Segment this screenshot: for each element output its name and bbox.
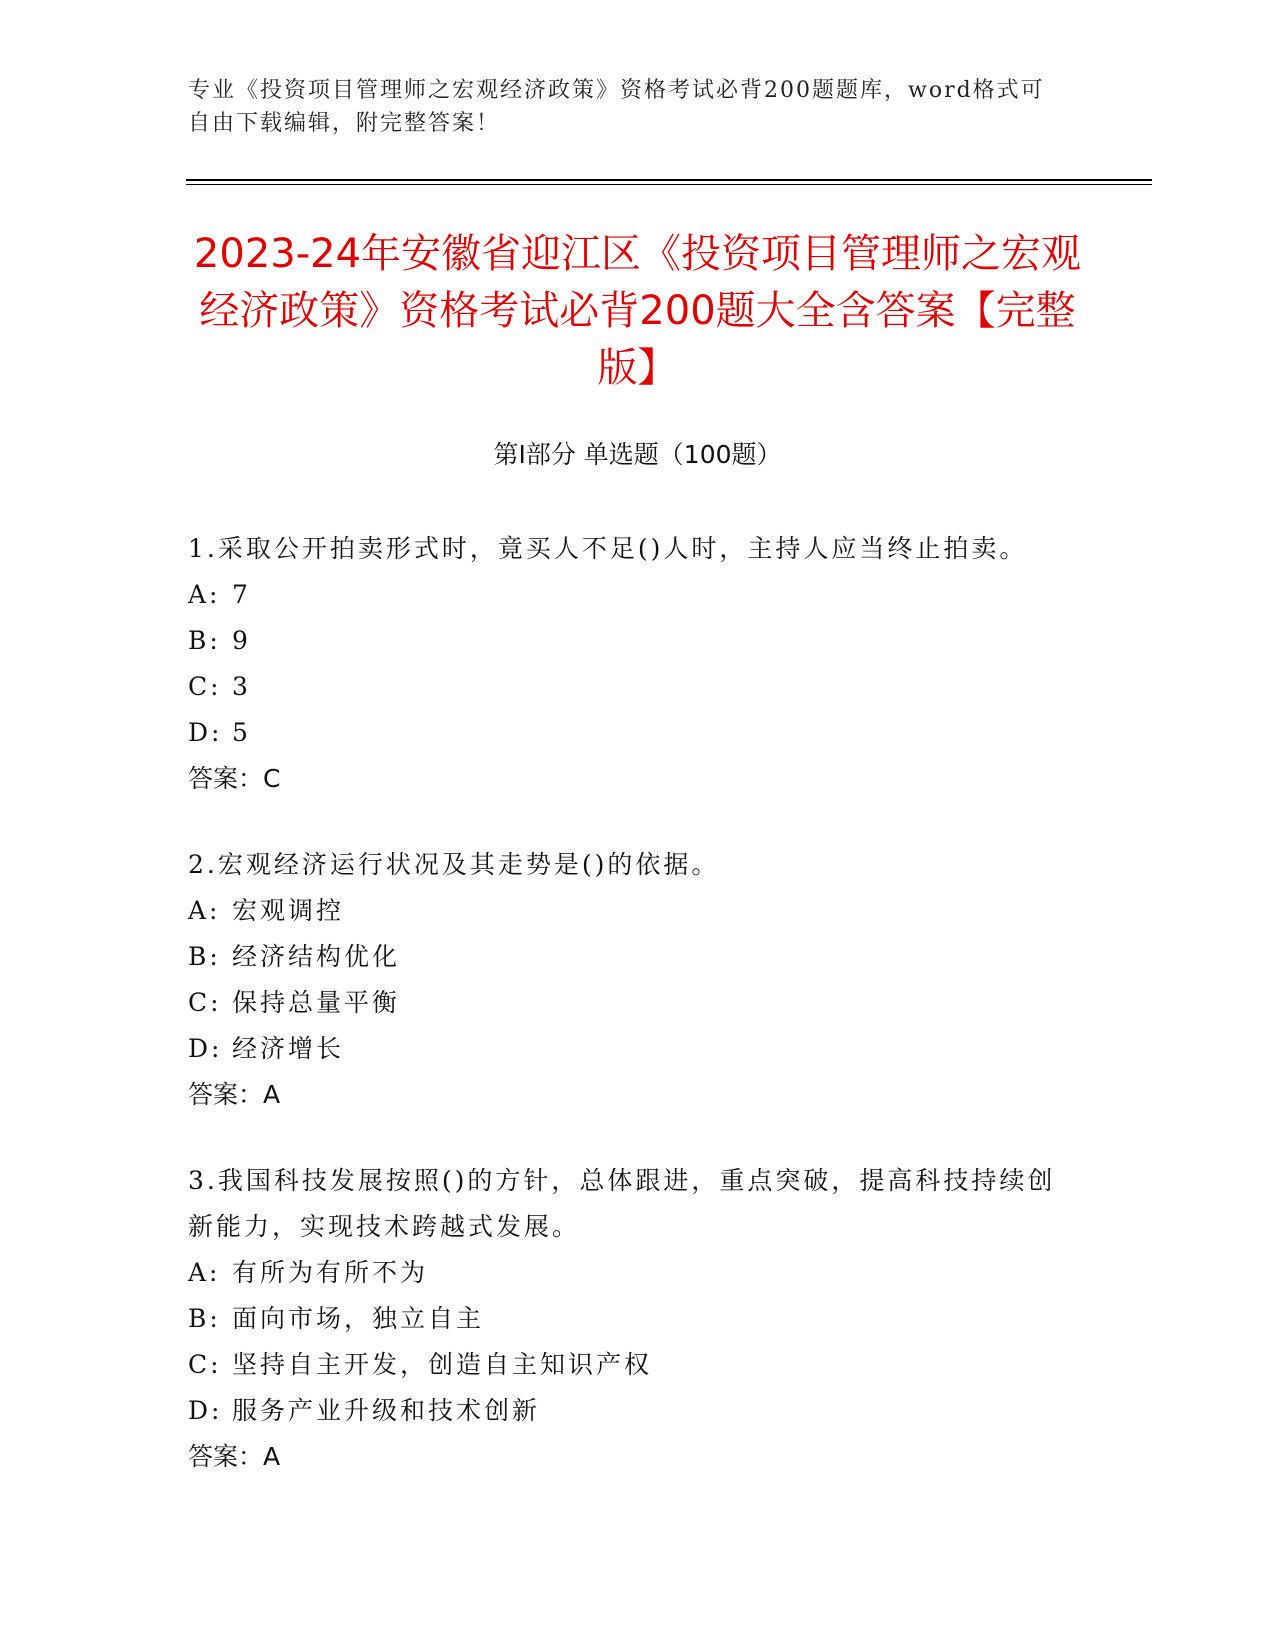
option-key: B:	[188, 626, 221, 655]
option-text: 经济增长	[232, 1034, 345, 1063]
answer: 答案：A	[188, 1442, 281, 1471]
option-text: 保持总量平衡	[232, 988, 401, 1017]
header-rule-thin	[186, 184, 1152, 185]
option-text: 服务产业升级和技术创新	[232, 1396, 541, 1425]
option-text: 9	[232, 626, 251, 655]
option-b	[188, 1296, 1068, 1342]
question-stem: 1.采取公开拍卖形式时，竟买人不足()人时，主持人应当终止拍卖。	[188, 534, 1028, 563]
option-b	[188, 618, 1068, 664]
option-key: D:	[188, 1034, 223, 1063]
option-d	[188, 710, 1068, 756]
option-text: 面向市场，独立自主	[232, 1304, 485, 1333]
option-c	[188, 1342, 1068, 1388]
option-key: C:	[188, 672, 222, 701]
option-d	[188, 1026, 1068, 1072]
option-text: 有所为有所不为	[232, 1258, 429, 1287]
option-c	[188, 664, 1068, 710]
option-a	[188, 1250, 1068, 1296]
option-key: A:	[188, 896, 221, 925]
option-d	[188, 1388, 1068, 1434]
section-title: 第I部分 单选题（100题）	[493, 440, 782, 469]
option-key: D:	[188, 1396, 223, 1425]
option-b	[188, 934, 1068, 980]
option-text: 经济结构优化	[232, 942, 401, 971]
header-note: 专业《投资项目管理师之宏观经济政策》资格考试必背200题题库，word格式可自由下载编辑，附完整答案！	[188, 78, 1045, 136]
option-key: D:	[188, 718, 223, 747]
option-key: B:	[188, 1304, 221, 1333]
answer: 答案：C	[188, 764, 281, 793]
option-key: C:	[188, 988, 222, 1017]
option-key: B:	[188, 942, 221, 971]
option-text: 宏观调控	[232, 896, 345, 925]
document-title: 2023-24年安徽省迎江区《投资项目管理师之宏观经济政策》资格考试必背200题大全含答案【完整版】	[193, 231, 1082, 391]
option-text: 坚持自主开发，创造自主知识产权	[232, 1350, 653, 1379]
question-stem: 2.宏观经济运行状况及其走势是()的依据。	[188, 850, 720, 879]
option-text: 7	[232, 580, 251, 609]
option-text: 5	[232, 718, 251, 747]
option-key: C:	[188, 1350, 222, 1379]
option-key: A:	[188, 1258, 221, 1287]
answer: 答案：A	[188, 1080, 281, 1109]
option-a	[188, 572, 1068, 618]
option-c	[188, 980, 1068, 1026]
question-1	[188, 526, 1068, 802]
question-3	[188, 1158, 1068, 1480]
option-text: 3	[232, 672, 251, 701]
header-rule	[186, 179, 1152, 181]
option-a	[188, 888, 1068, 934]
option-key: A:	[188, 580, 221, 609]
question-stem: 3.我国科技发展按照()的方针，总体跟进，重点突破，提高科技持续创新能力，实现技术跨越式发展。	[188, 1166, 1056, 1241]
question-2	[188, 842, 1068, 1118]
